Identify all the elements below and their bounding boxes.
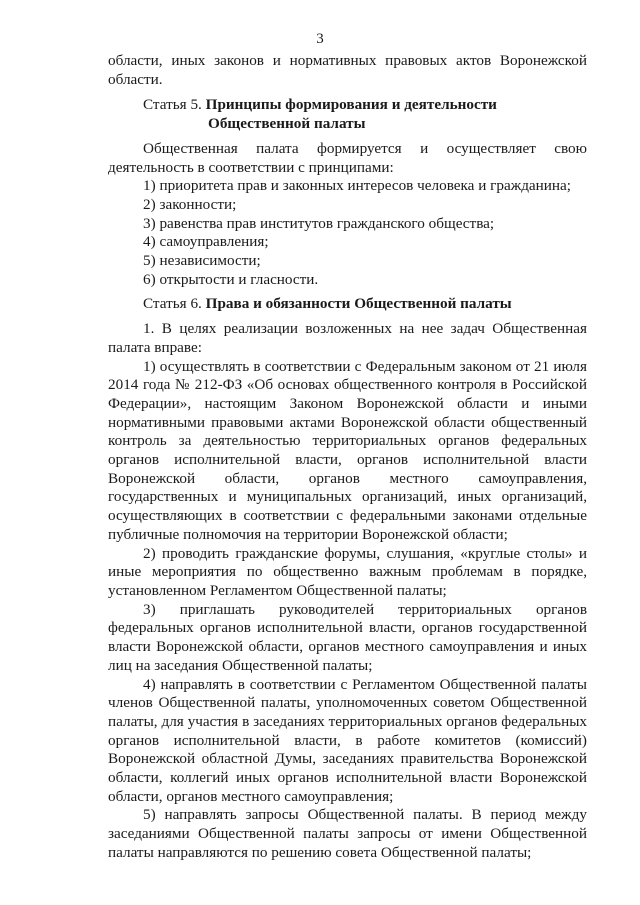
document-body — [108, 52, 587, 863]
article-5-title-line1: Принципы формирования и деятельности — [205, 96, 497, 114]
article-6-item: 2) проводить гражданские форумы, слушания, «круглые столы» и иные мероприятия по общественно важным проблемам в порядке, установленном Регламентом Общественной палаты; — [108, 544, 587, 599]
principle-item: 1) приоритета прав и законных интересов человека и гражданина; — [143, 177, 572, 195]
article-6-title: Права и обязанности Общественной палаты — [205, 295, 512, 313]
principle-item: 4) самоуправления; — [143, 233, 269, 251]
article-6-item: 3) приглашать руководителей территориальных органов федеральных органов исполнительной власти, органов государственной власти Воронежской области, органов местного самоуправления и иных лиц на заседания Общественной палаты; — [108, 600, 587, 674]
article-6-para-1: 1. В целях реализации возложенных на нее задач Общественная палата вправе: — [108, 320, 587, 356]
article-5-heading — [108, 96, 587, 133]
article-5-intro: Общественная палата формируется и осуществляет свою деятельность в соответствии с принципами: — [108, 139, 587, 176]
principle-item: 5) независимости; — [143, 252, 261, 270]
page-number: 3 — [316, 31, 324, 47]
principle-item: 3) равенства прав институтов гражданского общества; — [143, 214, 495, 232]
article-5-title-line2: Общественной палаты — [208, 115, 366, 133]
article-6-label: Статья 6. — [143, 295, 202, 313]
article-6-heading — [108, 295, 587, 314]
article-6-item: 5) направлять запросы Общественной палаты. В период между заседаниями Общественной палаты запросы от имени Общественной палаты направляются по решению совета Общественной палаты; — [108, 806, 587, 861]
principle-item: 2) законности; — [143, 195, 237, 213]
article-6-item: 4) направлять в соответствии с Регламентом Общественной палаты членов Общественной палаты, уполномоченных советом Общественной палаты, для участия в заседаниях территориальных органов федеральных органов исполнительной власти, в работе комитетов (комиссий) Воронежской областной Думы, заседаниях правительства Воронежской области, коллегий иных органов исполнительной власти Воронежской области, органов местного самоуправления; — [108, 675, 587, 805]
intro-fragment: области, иных законов и нормативных правовых актов Воронежской области. — [108, 52, 587, 88]
principle-item: 6) открытости и гласности. — [143, 270, 319, 288]
article-5-label: Статья 5. — [143, 96, 202, 114]
article-6-item: 1) осуществлять в соответствии с Федеральным законом от 21 июля 2014 года № 212-ФЗ «Об основах общественного контроля в Российской Федерации», настоящим Законом Воронежской области и иными нормативными правовыми актами Воронежской области общественный контроль за деятельностью территориальных органов федеральных органов исполнительной власти, органов исполнительной власти Воронежской области, органов местного самоуправления, государственных и муниципальных организаций, иных организаций, осуществляющих в соответствии с федеральными законами отдельные публичные полномочия на территории Воронежской области; — [108, 357, 587, 543]
